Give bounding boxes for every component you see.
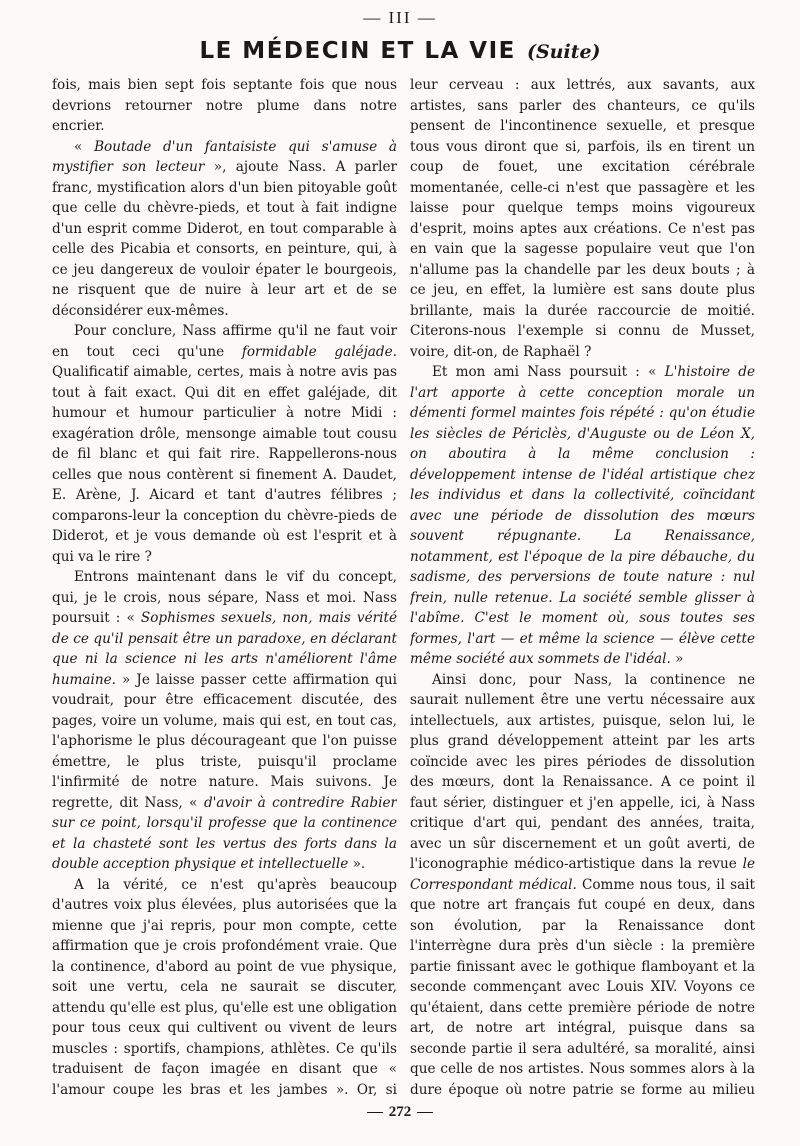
paragraph <box>410 670 755 1101</box>
text-run: Entrons maintenant dans le vif du concept, qui, je le crois, nous sépare, Nass et moi. Nass poursuit : « <box>52 569 397 626</box>
paragraph <box>52 321 397 567</box>
text-run: A la vérité, ce n'est qu'après beaucoup d'autres voix plus élevées, plus autorisées que la mienne que j'ai repris, pour mon compte, cette affirmation que je crois profondément vraie. Que la continence, d'abord au point de vue physique, soit une vertu, cela ne saurait se discuter, attendu qu'elle est plus, qu'elle est une obligation pour tous ceux qui cultivent ou vivent de leurs muscles : sportifs, champions, athlètes. Ce qu'ils traduisent de façon imagée en disant que « l'amour coupe les bras et les jambes ». Or, si <box>52 876 397 1098</box>
paragraph <box>52 137 397 322</box>
page-number: 272 <box>388 1104 412 1120</box>
text-run: » Je laisse passer cette affirmation qui voudrait, pour être efficacement discutée, des pages, voire un volume, mais qui est, en tout cas, l'aphorisme le plus décourageant que l'on puisse émettre, le plus triste, puisqu'il proclame l'infirmité de notre nature. Mais suivons. Je regrette, dit Nass, « <box>52 671 397 811</box>
article-title: LE MÉDECIN ET LA VIE <box>199 38 516 64</box>
text-run: Comme nous tous, il sait que notre art français fut coupé en deux, dans son évolution, par la Renaissance dont l'interrègne dura près d'un siècle : la première partie finissant avec le gothique flamboyant et la seconde commençant avec Louis XIV. Voyons ce qu'étaient, dans cette première période de notre art, de notre art intégral, puisque dans sa seconde partie il sera adultéré, sa moralité, ainsi que celle de nos artistes. Nous sommes alors à la dure époque où notre patrie se forme au milieu <box>410 876 755 1098</box>
text-run: Ainsi donc, pour Nass, la continence ne saurait nullement être une vertu nécessaire aux intellectuels, aux artistes, puisque, selon lui, le plus grand développement atteint par les arts coïncide avec les pires périodes de dissolution des mœurs, dont la Renaissance. A ce point il faut sérier, distinguer et j'en appelle, ici, à Nass critique d'art qui, pendant des années, traita, avec un sûr discernement et un goût averti, de l'iconographie médico-artistique dans la revue <box>410 671 755 872</box>
paragraph <box>52 567 397 875</box>
text-run: Pour conclure, Nass affirme qu'il ne faut voir en tout ceci qu'une <box>52 323 397 360</box>
paragraph <box>52 875 397 1101</box>
section-folio: — III — <box>363 8 437 27</box>
text-run: Et mon ami Nass poursuit : « <box>432 364 665 380</box>
text-run: « <box>74 138 95 155</box>
italic-quote: le Correspondant médical. <box>410 856 755 893</box>
italic-quote: Sophismes sexuels, non, mais vérité de ce qu'il pensait être un paradoxe, en déclarant que ni la science ni les arts n'améliorent l'âme humaine. <box>52 610 397 688</box>
text-run: fois, mais bien sept fois septante fois que nous devrions retourner notre plume dans notre encrier. <box>52 77 397 134</box>
title-continuation: (Suite) <box>526 41 601 63</box>
page-footer <box>0 1104 800 1121</box>
left-column <box>52 75 397 1100</box>
italic-quote: d'avoir à contredire Rabier sur ce point, lorsqu'il professe que la continence et la chasteté sont les vertus des forts dans la double acception physique et intellectuelle <box>52 794 397 872</box>
italic-quote: Boutade d'un fantaisiste qui s'amuse à mystifier son lecteur <box>52 138 397 175</box>
text-run: Qualificatif aimable, certes, mais à notre avis pas tout à fait exact. Qui dit en effet galéjade, dit humour et humour particulier à notre Midi : exagération drôle, mensonge aimable tout cousu de fil blanc et qui fait rire. Rappellerons-nous celles que nous contèrent si finement A. Daudet, E. Arène, J. Aicard et tant d'autres félibres ; comparons-leur la conception du chèvre-pieds de Diderot, et je vous demande où est l'esprit et à qui va le rire ? <box>52 364 397 565</box>
italic-quote: formidable galéjade. <box>241 343 397 360</box>
footer-dash-left <box>367 1112 383 1113</box>
text-run: », ajoute Nass. A parler franc, mystification alors d'un bien pitoyable goût que celle du chèvre-pieds, et tout à fait indigne d'un esprit comme Diderot, en tout comparable à celle des Picabia et consorts, en peinture, qui, à ce jeu dangereux de vouloir épater le bourgeois, ne risquent que de nuire à leur art et de se déconsidérer eux-mêmes. <box>52 159 397 319</box>
italic-quote: L'histoire de l'art apporte à cette conception morale un démenti formel maintes fois répété : qu'on étudie les siècles de Périclès, d'Auguste ou de Léon X, on aboutira à la même conclusion : développement intense de l'idéal artistique chez les individus et dans la collectivité, coïncidant avec une période de dissolution des mœurs souvent répugnante. La Renaissance, notamment, est l'époque de la pire débauche, du sadisme, des perversions de toute nature : nul frein, nulle retenue. La société semble glisser à l'abîme. C'est le moment où, sous toutes ses formes, l'art — et même la science — élève cette même société aux sommets de l'idéal. <box>410 364 755 667</box>
text-run: ». <box>348 856 366 872</box>
page-title <box>0 38 800 64</box>
paragraph <box>52 75 397 137</box>
paragraph <box>410 75 755 362</box>
right-column <box>410 75 755 1100</box>
text-run: leur cerveau : aux lettrés, aux savants, aux artistes, sans parler des chanteurs, ce qu'ils pensent de l'incontinence sexuelle, et presque tous vous diront que si, parfois, ils en tirent un coup de fouet, une excitation cérébrale momentanée, celle-ci n'est que passagère et les laisse pour quelque temps moins vigoureux d'esprit, moins aptes aux créations. Ce n'est pas en vain que la sagesse populaire veut que l'on n'allume pas la chandelle par les deux bouts ; à ce jeu, en effet, la lumière est sans doute plus brillante, mais la durée raccourcie de moitié. Citerons-nous l'exemple si connu de Musset, voire, dit-on, de Raphaël ? <box>410 77 755 360</box>
paragraph <box>410 362 755 670</box>
footer-dash-right <box>417 1112 433 1113</box>
text-run: » <box>670 651 684 667</box>
